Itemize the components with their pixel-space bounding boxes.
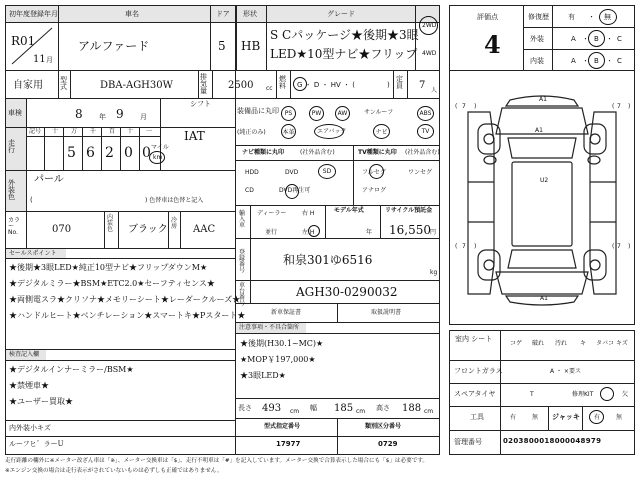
class-no-value: 0729 — [378, 440, 398, 448]
door-value: 5 — [218, 39, 226, 53]
sales-line-1: ★デジタルミラー★BSM★ETC2.0★セーフティセンス★ — [9, 279, 215, 288]
navi-sub: (社外品含む) — [300, 149, 335, 156]
chassis-value: AGH30-0290032 — [296, 285, 398, 299]
spare-opt-t: T — [530, 391, 534, 398]
exterior-opt-b: B — [594, 35, 599, 43]
left-h-circle — [308, 225, 320, 237]
type-no-value: 17977 — [276, 440, 301, 448]
import-parallel: 並行 — [265, 229, 278, 236]
tools-opt-yes: 有 — [510, 414, 517, 421]
attention-line-0: ★後期(H30.1~MC)★ — [240, 339, 324, 348]
navi-sd-circle — [318, 164, 336, 179]
class-no-label: 類別区分番号 — [365, 423, 402, 430]
notes-line-0: ★デジタルインナーミラー/BSM★ — [9, 365, 134, 374]
mileage-digit-label-1: 十 — [52, 128, 59, 135]
equip-sunroof: サンルーフ — [364, 109, 394, 116]
door-label: ドア — [216, 10, 230, 18]
capacity-value: 7 — [419, 80, 426, 91]
drive-2wd: 2WD — [422, 22, 437, 29]
color-note: ) 色替車は色替と記入 — [145, 197, 204, 204]
equip-pw: PW — [311, 110, 322, 117]
interior-label: 内装 — [530, 57, 544, 65]
diagram-paren-3: ) — [628, 103, 631, 110]
reg-month-unit: 月 — [46, 56, 53, 64]
footer-line-2: ※エンジン交換の場合は走行表示がされていないものは必ずしも正確ではありません。 — [5, 468, 223, 474]
interior-opt-c: C — [617, 57, 622, 65]
interior-opt-dot1: ・ — [582, 57, 589, 65]
width-label: 幅 — [310, 404, 317, 412]
model-year-label: モデル年式 — [334, 207, 364, 214]
use-value: 自家用 — [13, 80, 43, 91]
exterior-opt-dot1: ・ — [582, 35, 589, 43]
mileage-digit-label-3: 千 — [90, 128, 97, 135]
spare-kit-circle — [600, 387, 614, 401]
navi-dvd-play: DVD再生可 — [279, 187, 311, 194]
import-left: 左 H — [302, 229, 315, 236]
shape-value: HB — [241, 39, 261, 53]
shift-value: IAT — [184, 129, 205, 143]
inspection-month: 9 — [116, 107, 124, 121]
inspection-year-unit: 年 — [99, 113, 106, 121]
inspection-month-unit: 月 — [140, 113, 147, 121]
exterior-label: 外装 — [530, 35, 544, 43]
recycle-value: 16,550 — [389, 223, 431, 237]
height-unit: cm — [424, 408, 434, 415]
score-label: 評価点 — [477, 13, 498, 21]
fuel-options: G ・ D ・ HV ・ ( — [297, 81, 355, 89]
dvd-play-circle — [285, 184, 299, 199]
equip-abs-circle — [417, 106, 434, 121]
spare-label: スペアタイヤ — [454, 390, 496, 398]
mileage-digit-2: 6 — [86, 145, 95, 161]
glass-label: フロントガラス — [454, 367, 503, 375]
jack-opt-yes: 有 — [594, 414, 601, 421]
grade-line2: LED★10型ナビ★フリップ — [270, 47, 418, 61]
repair-opt-yes: 有 — [568, 13, 575, 21]
color-note-paren: ( — [30, 196, 33, 204]
capacity-unit: 人 — [431, 87, 438, 94]
mileage-digit-label-0: 記号 — [29, 128, 42, 135]
repair-opt-no: 無 — [604, 13, 611, 21]
tv-oneseg: ワンセグ — [408, 169, 433, 176]
interior-item-2: 汚れ — [555, 340, 568, 347]
mileage-digit-4: 0 — [124, 145, 133, 161]
color-value: パール — [34, 174, 64, 185]
notes-line-2: ★ユーザー買取★ — [9, 397, 73, 406]
mileage-digit-label-5: 十 — [127, 128, 134, 135]
tools-opt-no: 無 — [532, 414, 539, 421]
mileage-unit-mile: マイル — [151, 144, 169, 151]
notes-label: 検査記入欄 — [9, 351, 40, 358]
interior-opt-a: A — [571, 57, 576, 65]
reg-year-value: R01 — [11, 34, 36, 48]
mileage-unit-km: km — [153, 154, 163, 161]
airbag-circle — [314, 124, 344, 139]
equip-navi-circle — [373, 124, 390, 139]
interior-item-0: コゲ — [510, 340, 523, 347]
footer-line-1: 走行距離の欄外に※メーター改ざん車は「※」、メーター交換車は「$」、走行不明車は「#」を記入しています。メーター交換で合算表示した場合にも「$」は必要です。 — [5, 458, 429, 464]
reg-month-value: 11 — [33, 54, 46, 65]
diagram-num-2: 7 — [462, 243, 466, 250]
glass-options: A ・ ×要ス — [550, 368, 581, 375]
repair-label: 修復歴 — [528, 13, 549, 21]
inner-scratch-label: 内外装小キズ — [9, 424, 51, 432]
displacement-label: 排気量 — [200, 73, 207, 95]
interior-item-4: タバコ — [596, 340, 614, 347]
chassis-label: 車台番号 — [239, 282, 246, 307]
interior-color-value: ブラック — [128, 224, 168, 235]
type-no-label: 型式指定番号 — [264, 423, 301, 430]
tv-fullseg: フルセグ — [362, 169, 386, 176]
equipment-label: 装備品に丸印 — [237, 107, 279, 115]
fuel-label: 燃料 — [279, 75, 286, 90]
navi-sd: SD — [322, 168, 332, 175]
spare-opt-none: 欠 — [622, 391, 629, 398]
plate-value: 和泉301ゆ6516 — [283, 253, 373, 267]
exterior-opt-dot2: ・ — [606, 35, 613, 43]
interior-item-1: 破れ — [532, 340, 545, 347]
diagram-num-0: 7 — [462, 103, 466, 110]
grade-line1: S Cパッケージ★後期★3眼 — [270, 28, 419, 42]
interior-item-3: キ — [580, 340, 587, 347]
recycle-yen: 円 — [430, 229, 437, 236]
navi-hdd: HDD — [245, 169, 259, 176]
diagram-paren-0: ( — [455, 103, 458, 110]
equip-tv-circle — [417, 124, 434, 139]
interior-opt-dot2: ・ — [606, 57, 613, 65]
car-damage-diagram — [450, 72, 634, 324]
color-label: 外装色 — [8, 179, 15, 201]
attention-line-2: ★3眼LED★ — [240, 371, 286, 380]
diagram-label-roof: U2 — [540, 177, 549, 184]
shape-label: 形状 — [243, 10, 257, 18]
grade-label: グレード — [327, 10, 355, 18]
model-label: 型式 — [60, 76, 67, 91]
mileage-label: 走行 — [8, 139, 15, 154]
length-unit: cm — [290, 408, 300, 415]
car-name-value: アルファード — [78, 39, 150, 53]
manual-label: 取扱説明書 — [371, 309, 402, 316]
sales-line-0: ★後期★3眼LED★純正10型ナビ★フリップダウンM★ — [9, 263, 208, 272]
diagram-num-3: 7 — [617, 243, 621, 250]
interior-sheet-label: 室内 シート — [455, 335, 493, 343]
inspection-label: 車検 — [8, 109, 22, 117]
mileage-digit-label-6: 一 — [146, 128, 153, 135]
equip-ps: PS — [284, 110, 293, 117]
equip-ps-circle — [281, 106, 296, 121]
warranty-label: 新車保証書 — [271, 309, 302, 316]
model-value: DBA-AGH30W — [100, 80, 173, 91]
ac-value: AAC — [193, 224, 216, 235]
mgmt-value: 0203800018000048979 — [503, 437, 602, 445]
import-right: 右 H — [302, 210, 315, 217]
import-dealer: ディーラー — [257, 210, 287, 217]
mileage-digit-5: 0 — [142, 145, 151, 161]
jack-label: ジャッキ — [552, 413, 580, 421]
import-label: 輸入車 — [239, 210, 246, 229]
notes-line-1: ★禁煙車★ — [9, 381, 49, 390]
equip-aw-circle — [335, 106, 350, 121]
diagram-label-rear: A1 — [540, 295, 548, 302]
inspection-year: 8 — [75, 107, 83, 121]
fuel-close: ) — [387, 81, 390, 89]
drive-4wd: 4WD — [422, 50, 437, 57]
score-value: 4 — [484, 30, 501, 59]
diagram-paren-6: ( — [612, 243, 615, 250]
interior-color-label: 内装色 — [107, 214, 114, 233]
capacity-label: 定員 — [396, 75, 403, 90]
jack-yes-circle — [589, 410, 604, 424]
model-year-unit: 年 — [366, 229, 373, 236]
mgmt-label: 管理番号 — [454, 438, 482, 446]
tools-label: 工具 — [470, 413, 484, 421]
color-code-label: カラー No. — [8, 217, 21, 236]
exterior-opt-a: A — [571, 35, 576, 43]
spare-opt-kit: 修理KIT — [572, 391, 594, 398]
plate-label: 登録番号 — [239, 249, 246, 274]
equip-abs: ABS — [419, 110, 432, 117]
attention-label: 注意事項・不具合箇所 — [239, 324, 300, 331]
recycle-label: リサイクル預託金 — [385, 207, 433, 214]
height-label: 高さ — [376, 404, 390, 412]
sales-line-3: ★ハンドルヒート★ベンチレーション★スマートキ★Pスタート★ — [9, 311, 246, 320]
diagram-num-1: 7 — [617, 103, 621, 110]
repair-no-circle — [599, 9, 617, 25]
car-name-label: 車名 — [125, 10, 139, 18]
tv-label: TV種類に丸印 — [358, 149, 397, 156]
height-value: 188 — [402, 403, 422, 414]
exterior-b-circle — [588, 30, 605, 47]
jack-opt-no: 無 — [616, 414, 623, 421]
interior-item-5: キズ — [616, 340, 628, 347]
fullseg-circle — [369, 164, 384, 179]
interior-opt-b: B — [594, 57, 599, 65]
color-code-value: 070 — [52, 224, 72, 235]
diagram-label-front2: A1 — [535, 127, 543, 134]
shift-label: シフト — [190, 100, 211, 108]
cc-unit: cc — [266, 85, 273, 92]
tv-sub: (社外品含む) — [405, 149, 440, 156]
sales-points-label: セールスポイント — [9, 250, 57, 257]
diagram-paren-5: ) — [474, 243, 477, 250]
navi-cd: CD — [245, 187, 254, 194]
interior-b-circle — [588, 52, 605, 69]
diagram-paren-2: ( — [612, 103, 615, 110]
ac-label: 冷房 — [171, 217, 178, 230]
equip-aw: AW — [337, 110, 348, 117]
equipment-sub: (純正のみ) — [237, 129, 266, 136]
width-value: 185 — [334, 403, 354, 414]
displacement-value: 2500 — [228, 80, 254, 91]
sales-line-2: ★両側電スラ★クリソナ★メモリーシート★レーダークルーズ★ — [9, 295, 241, 304]
equip-leather-circle — [281, 124, 296, 139]
width-unit: cm — [356, 408, 366, 415]
repair-opt-dot: ・ — [588, 13, 595, 21]
attention-line-1: ★MOP￥197,000★ — [240, 355, 316, 364]
equip-airbag: エアバック — [317, 128, 347, 135]
diagram-label-front: A1 — [539, 96, 547, 103]
diagram-paren-1: ) — [474, 103, 477, 110]
inner-scratch-value: ルーフヒ゛ラーU — [9, 440, 64, 448]
navi-dvd: DVD — [285, 169, 299, 176]
mileage-digit-1: 5 — [67, 145, 76, 161]
equip-pw-circle — [309, 106, 324, 121]
mileage-digit-label-4: 百 — [109, 128, 116, 135]
mileage-digit-3: 2 — [105, 145, 114, 161]
equip-leather: 本革 — [282, 129, 295, 136]
reg-year-label: 初年度登録年月 — [9, 10, 58, 18]
equip-navi: ナビ — [375, 129, 388, 136]
equip-tv: TV — [421, 128, 430, 135]
diagram-paren-7: ) — [628, 243, 631, 250]
mileage-digit-label-2: 万 — [71, 128, 78, 135]
navi-label: ナビ種類に丸印 — [242, 149, 285, 156]
diagram-paren-4: ( — [455, 243, 458, 250]
tv-analog: アナログ — [362, 187, 387, 194]
weight-unit: kg — [430, 269, 438, 276]
length-label: 長さ — [238, 404, 252, 412]
length-value: 493 — [262, 403, 282, 414]
exterior-opt-c: C — [617, 35, 622, 43]
